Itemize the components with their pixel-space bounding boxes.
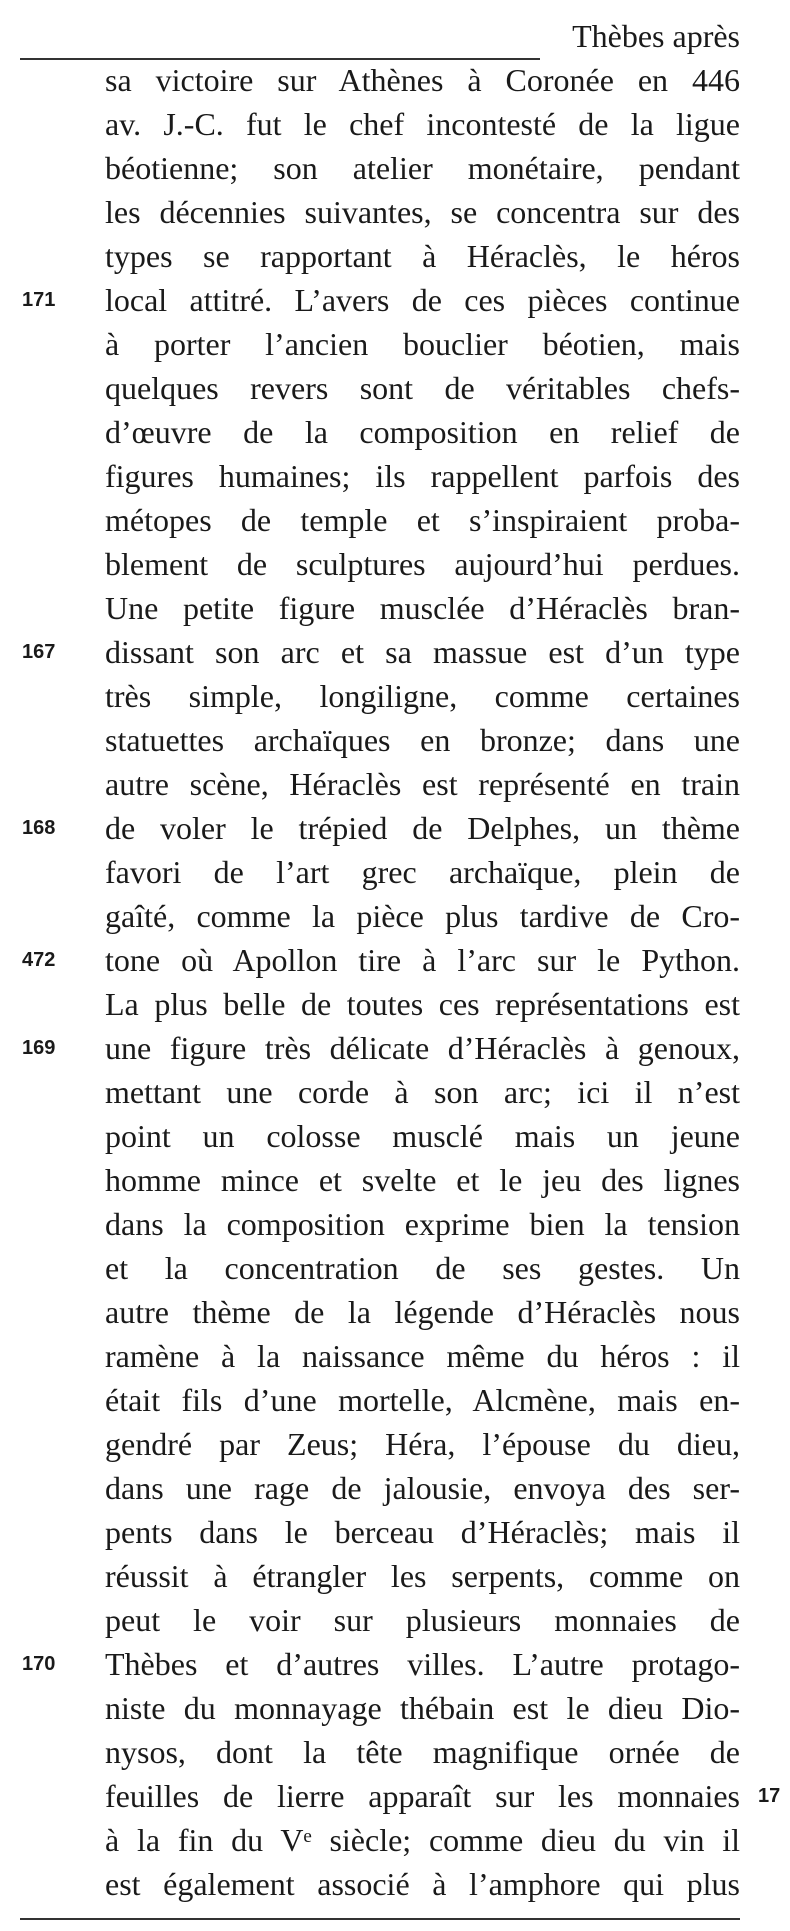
margin-ref-171[interactable]: 171 [22,289,56,311]
text-line: local attitré. L’avers de ces pièces continue [105,282,740,318]
text-line: mettant une corde à son arc; ici il n’est [105,1074,740,1110]
text-line: les décennies suivantes, se concentra sur des [105,194,740,230]
text-line: dans la composition exprime bien la tension [105,1206,740,1242]
text-line: réussit à étrangler les serpents, comme on [105,1558,740,1594]
text-line: gaîté, comme la pièce plus tardive de Cro- [105,898,740,934]
text-line: La plus belle de toutes ces représentations est [105,986,740,1022]
text-line: et la concentration de ses gestes. Un [105,1250,740,1286]
text-line: était fils d’une mortelle, Alcmène, mais en- [105,1382,740,1418]
text-line: dans une rage de jalousie, envoya des ser- [105,1470,740,1506]
text-line: béotienne; son atelier monétaire, pendant [105,150,740,186]
text-line: est également associé à l’amphore qui plus [105,1866,740,1902]
text-line: peut le voir sur plusieurs monnaies de [105,1602,740,1638]
text-line: ramène à la naissance même du héros : il [105,1338,740,1374]
text-line: tone où Apollon tire à l’arc sur le Python. [105,942,740,978]
text-line: niste du monnayage thébain est le dieu Dio- [105,1690,740,1726]
text-line: gendré par Zeus; Héra, l’épouse du dieu, [105,1426,740,1462]
text-line: autre scène, Héraclès est représenté en train [105,766,740,802]
text-line: de voler le trépied de Delphes, un thème [105,810,740,846]
bottom-rule [20,1918,740,1920]
text-line: homme mince et svelte et le jeu des lignes [105,1162,740,1198]
text-line: sa victoire sur Athènes à Coronée en 446 [105,62,740,98]
text-line: à porter l’ancien bouclier béotien, mais [105,326,740,362]
text-line: Thèbes et d’autres villes. L’autre protago- [105,1646,740,1682]
text-line: une figure très délicate d’Héraclès à genoux, [105,1030,740,1066]
text-line: nysos, dont la tête magnifique ornée de [105,1734,740,1770]
text-line: types se rapportant à Héraclès, le héros [105,238,740,274]
text-line: Une petite figure musclée d’Héraclès bran- [105,590,740,626]
text-line: statuettes archaïques en bronze; dans une [105,722,740,758]
margin-ref-170[interactable]: 170 [22,1653,56,1675]
text-line: figures humaines; ils rappellent parfois des [105,458,740,494]
text-line: Thèbes après [572,18,740,54]
margin-ref-167[interactable]: 167 [22,641,56,663]
margin-ref-17[interactable]: 17 [758,1785,781,1807]
text-line: feuilles de lierre apparaît sur les monnaies [105,1778,740,1814]
text-line: favori de l’art grec archaïque, plein de [105,854,740,890]
margin-ref-169[interactable]: 169 [22,1037,56,1059]
margin-ref-168[interactable]: 168 [22,817,56,839]
text-line: d’œuvre de la composition en relief de [105,414,740,450]
text-line: blement de sculptures aujourd’hui perdues. [105,546,740,582]
margin-ref-472[interactable]: 472 [22,949,56,971]
text-line: dissant son arc et sa massue est d’un type [105,634,740,670]
text-line: quelques revers sont de véritables chefs- [105,370,740,406]
text-line: point un colosse musclé mais un jeune [105,1118,740,1154]
text-line: autre thème de la légende d’Héraclès nous [105,1294,740,1330]
text-line: pents dans le berceau d’Héraclès; mais il [105,1514,740,1550]
text-line: av. J.-C. fut le chef incontesté de la ligue [105,106,740,142]
text-line: à la fin du Vᵉ siècle; comme dieu du vin il [105,1822,740,1858]
text-line: métopes de temple et s’inspiraient proba- [105,502,740,538]
text-line: très simple, longiligne, comme certaines [105,678,740,714]
